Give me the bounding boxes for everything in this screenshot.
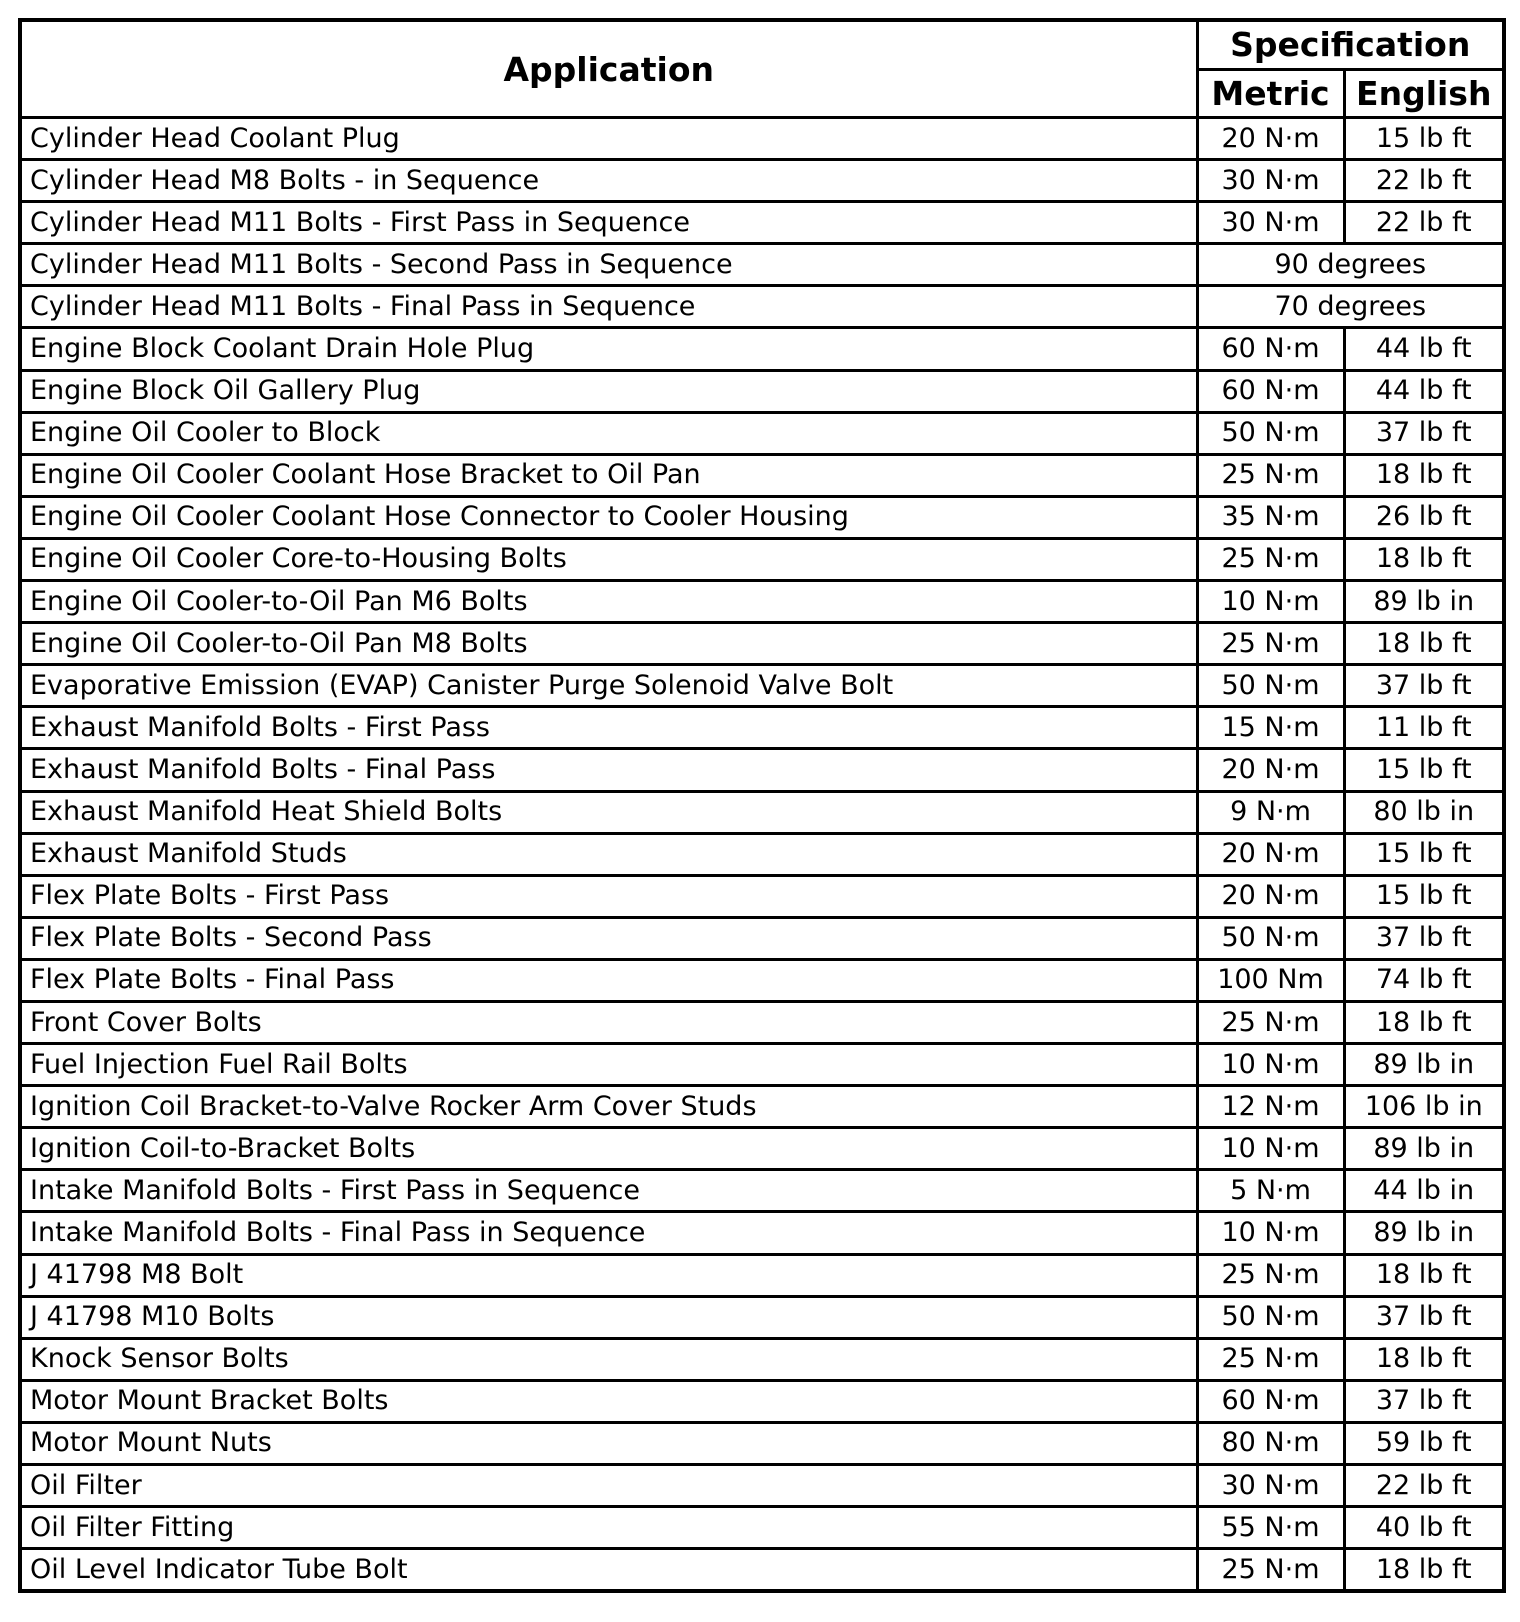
application-cell: Ignition Coil-to-Bracket Bolts: [20, 1128, 1197, 1170]
table-row: [20, 1422, 1504, 1464]
metric-cell: 20 N·m: [1197, 875, 1344, 917]
table-row: [20, 328, 1504, 370]
metric-cell: 50 N·m: [1197, 412, 1344, 454]
application-cell: Exhaust Manifold Bolts - First Pass: [20, 707, 1197, 749]
english-cell: 18 lb ft: [1344, 623, 1504, 665]
application-cell: Fuel Injection Fuel Rail Bolts: [20, 1044, 1197, 1086]
table-row: [20, 538, 1504, 580]
application-cell: Intake Manifold Bolts - First Pass in Sequence: [20, 1170, 1197, 1212]
english-cell: 89 lb in: [1344, 581, 1504, 623]
metric-cell: 10 N·m: [1197, 1212, 1344, 1254]
metric-cell: 25 N·m: [1197, 1549, 1344, 1592]
english-cell: 37 lb ft: [1344, 917, 1504, 959]
metric-cell: 10 N·m: [1197, 1128, 1344, 1170]
application-cell: Flex Plate Bolts - First Pass: [20, 875, 1197, 917]
metric-cell: 30 N·m: [1197, 1465, 1344, 1507]
application-cell: Motor Mount Bracket Bolts: [20, 1380, 1197, 1422]
metric-cell: 15 N·m: [1197, 707, 1344, 749]
table-row: [20, 1465, 1504, 1507]
metric-cell: 80 N·m: [1197, 1422, 1344, 1464]
application-cell: Exhaust Manifold Heat Shield Bolts: [20, 791, 1197, 833]
english-cell: 15 lb ft: [1344, 118, 1504, 160]
metric-cell: 25 N·m: [1197, 1254, 1344, 1296]
application-cell: Cylinder Head M11 Bolts - Final Pass in Sequence: [20, 286, 1197, 328]
metric-cell: 60 N·m: [1197, 1380, 1344, 1422]
english-cell: 89 lb in: [1344, 1044, 1504, 1086]
metric-cell: 9 N·m: [1197, 791, 1344, 833]
metric-cell: 12 N·m: [1197, 1086, 1344, 1128]
application-cell: Engine Oil Cooler to Block: [20, 412, 1197, 454]
metric-cell: 10 N·m: [1197, 1044, 1344, 1086]
application-cell: Knock Sensor Bolts: [20, 1338, 1197, 1380]
table-row: [20, 917, 1504, 959]
english-cell: 37 lb ft: [1344, 1380, 1504, 1422]
table-row: [20, 959, 1504, 1001]
table-row: [20, 1086, 1504, 1128]
table-row: [20, 202, 1504, 244]
metric-cell: 50 N·m: [1197, 1296, 1344, 1338]
torque-spec-table: [18, 18, 1506, 1593]
table-row: [20, 707, 1504, 749]
table-row: [20, 1001, 1504, 1043]
metric-cell: 20 N·m: [1197, 749, 1344, 791]
table-row: [20, 1212, 1504, 1254]
specification-cell: 70 degrees: [1197, 286, 1504, 328]
english-cell: 26 lb ft: [1344, 496, 1504, 538]
english-cell: 22 lb ft: [1344, 202, 1504, 244]
metric-cell: 20 N·m: [1197, 118, 1344, 160]
english-cell: 18 lb ft: [1344, 1338, 1504, 1380]
specification-header: Specification: [1197, 20, 1504, 69]
table-row: [20, 875, 1504, 917]
application-cell: Flex Plate Bolts - Final Pass: [20, 959, 1197, 1001]
table-row: [20, 1338, 1504, 1380]
application-cell: Cylinder Head Coolant Plug: [20, 118, 1197, 160]
english-cell: 18 lb ft: [1344, 1001, 1504, 1043]
application-cell: Intake Manifold Bolts - Final Pass in Sequence: [20, 1212, 1197, 1254]
metric-cell: 35 N·m: [1197, 496, 1344, 538]
application-cell: Cylinder Head M8 Bolts - in Sequence: [20, 160, 1197, 202]
metric-cell: 60 N·m: [1197, 370, 1344, 412]
application-cell: Flex Plate Bolts - Second Pass: [20, 917, 1197, 959]
application-cell: J 41798 M10 Bolts: [20, 1296, 1197, 1338]
english-cell: 22 lb ft: [1344, 160, 1504, 202]
table-row: [20, 1254, 1504, 1296]
application-cell: Front Cover Bolts: [20, 1001, 1197, 1043]
english-cell: 18 lb ft: [1344, 538, 1504, 580]
metric-cell: 50 N·m: [1197, 665, 1344, 707]
metric-cell: 50 N·m: [1197, 917, 1344, 959]
table-body: [20, 118, 1504, 1592]
english-cell: 80 lb in: [1344, 791, 1504, 833]
table-row: [20, 833, 1504, 875]
english-cell: 15 lb ft: [1344, 875, 1504, 917]
table-row: [20, 454, 1504, 496]
application-cell: Engine Block Coolant Drain Hole Plug: [20, 328, 1197, 370]
english-cell: 106 lb in: [1344, 1086, 1504, 1128]
table-row: [20, 160, 1504, 202]
application-cell: Oil Filter: [20, 1465, 1197, 1507]
application-cell: Exhaust Manifold Bolts - Final Pass: [20, 749, 1197, 791]
english-cell: 11 lb ft: [1344, 707, 1504, 749]
metric-cell: 25 N·m: [1197, 623, 1344, 665]
table-row: [20, 1044, 1504, 1086]
table-row: [20, 1380, 1504, 1422]
table-row: [20, 244, 1504, 286]
metric-cell: 25 N·m: [1197, 454, 1344, 496]
english-cell: 74 lb ft: [1344, 959, 1504, 1001]
table-row: [20, 496, 1504, 538]
table-row: [20, 623, 1504, 665]
english-cell: 44 lb ft: [1344, 328, 1504, 370]
metric-cell: 25 N·m: [1197, 1338, 1344, 1380]
english-cell: 15 lb ft: [1344, 749, 1504, 791]
metric-cell: 20 N·m: [1197, 833, 1344, 875]
english-cell: 18 lb ft: [1344, 454, 1504, 496]
english-cell: 37 lb ft: [1344, 412, 1504, 454]
table-row: [20, 665, 1504, 707]
application-cell: Cylinder Head M11 Bolts - Second Pass in Sequence: [20, 244, 1197, 286]
application-cell: Engine Oil Cooler-to-Oil Pan M8 Bolts: [20, 623, 1197, 665]
specification-cell: 90 degrees: [1197, 244, 1504, 286]
metric-cell: 10 N·m: [1197, 581, 1344, 623]
english-cell: 37 lb ft: [1344, 665, 1504, 707]
english-header: English: [1344, 69, 1504, 117]
english-cell: 59 lb ft: [1344, 1422, 1504, 1464]
metric-cell: 30 N·m: [1197, 202, 1344, 244]
table-row: [20, 1549, 1504, 1592]
english-cell: 44 lb ft: [1344, 370, 1504, 412]
metric-cell: 30 N·m: [1197, 160, 1344, 202]
english-cell: 22 lb ft: [1344, 1465, 1504, 1507]
metric-cell: 25 N·m: [1197, 538, 1344, 580]
english-cell: 18 lb ft: [1344, 1549, 1504, 1592]
metric-cell: 60 N·m: [1197, 328, 1344, 370]
table-row: [20, 412, 1504, 454]
english-cell: 37 lb ft: [1344, 1296, 1504, 1338]
metric-header: Metric: [1197, 69, 1344, 117]
english-cell: 44 lb in: [1344, 1170, 1504, 1212]
table-row: [20, 1507, 1504, 1549]
application-cell: Engine Oil Cooler Coolant Hose Connector to Cooler Housing: [20, 496, 1197, 538]
english-cell: 18 lb ft: [1344, 1254, 1504, 1296]
english-cell: 15 lb ft: [1344, 833, 1504, 875]
application-cell: Engine Oil Cooler-to-Oil Pan M6 Bolts: [20, 581, 1197, 623]
table-row: [20, 581, 1504, 623]
application-cell: Cylinder Head M11 Bolts - First Pass in Sequence: [20, 202, 1197, 244]
table-row: [20, 791, 1504, 833]
application-cell: Evaporative Emission (EVAP) Canister Purge Solenoid Valve Bolt: [20, 665, 1197, 707]
application-cell: Oil Level Indicator Tube Bolt: [20, 1549, 1197, 1592]
application-cell: Ignition Coil Bracket-to-Valve Rocker Arm Cover Studs: [20, 1086, 1197, 1128]
english-cell: 89 lb in: [1344, 1128, 1504, 1170]
table-row: [20, 1128, 1504, 1170]
application-cell: Exhaust Manifold Studs: [20, 833, 1197, 875]
table-row: [20, 1296, 1504, 1338]
application-cell: J 41798 M8 Bolt: [20, 1254, 1197, 1296]
english-cell: 89 lb in: [1344, 1212, 1504, 1254]
metric-cell: 5 N·m: [1197, 1170, 1344, 1212]
table-row: [20, 370, 1504, 412]
metric-cell: 55 N·m: [1197, 1507, 1344, 1549]
application-header: Application: [20, 20, 1197, 118]
application-cell: Engine Oil Cooler Core-to-Housing Bolts: [20, 538, 1197, 580]
table-row: [20, 118, 1504, 160]
metric-cell: 100 Nm: [1197, 959, 1344, 1001]
table-row: [20, 749, 1504, 791]
metric-cell: 25 N·m: [1197, 1001, 1344, 1043]
application-cell: Engine Block Oil Gallery Plug: [20, 370, 1197, 412]
table-row: [20, 286, 1504, 328]
application-cell: Engine Oil Cooler Coolant Hose Bracket to Oil Pan: [20, 454, 1197, 496]
application-cell: Motor Mount Nuts: [20, 1422, 1197, 1464]
table-row: [20, 1170, 1504, 1212]
application-cell: Oil Filter Fitting: [20, 1507, 1197, 1549]
english-cell: 40 lb ft: [1344, 1507, 1504, 1549]
